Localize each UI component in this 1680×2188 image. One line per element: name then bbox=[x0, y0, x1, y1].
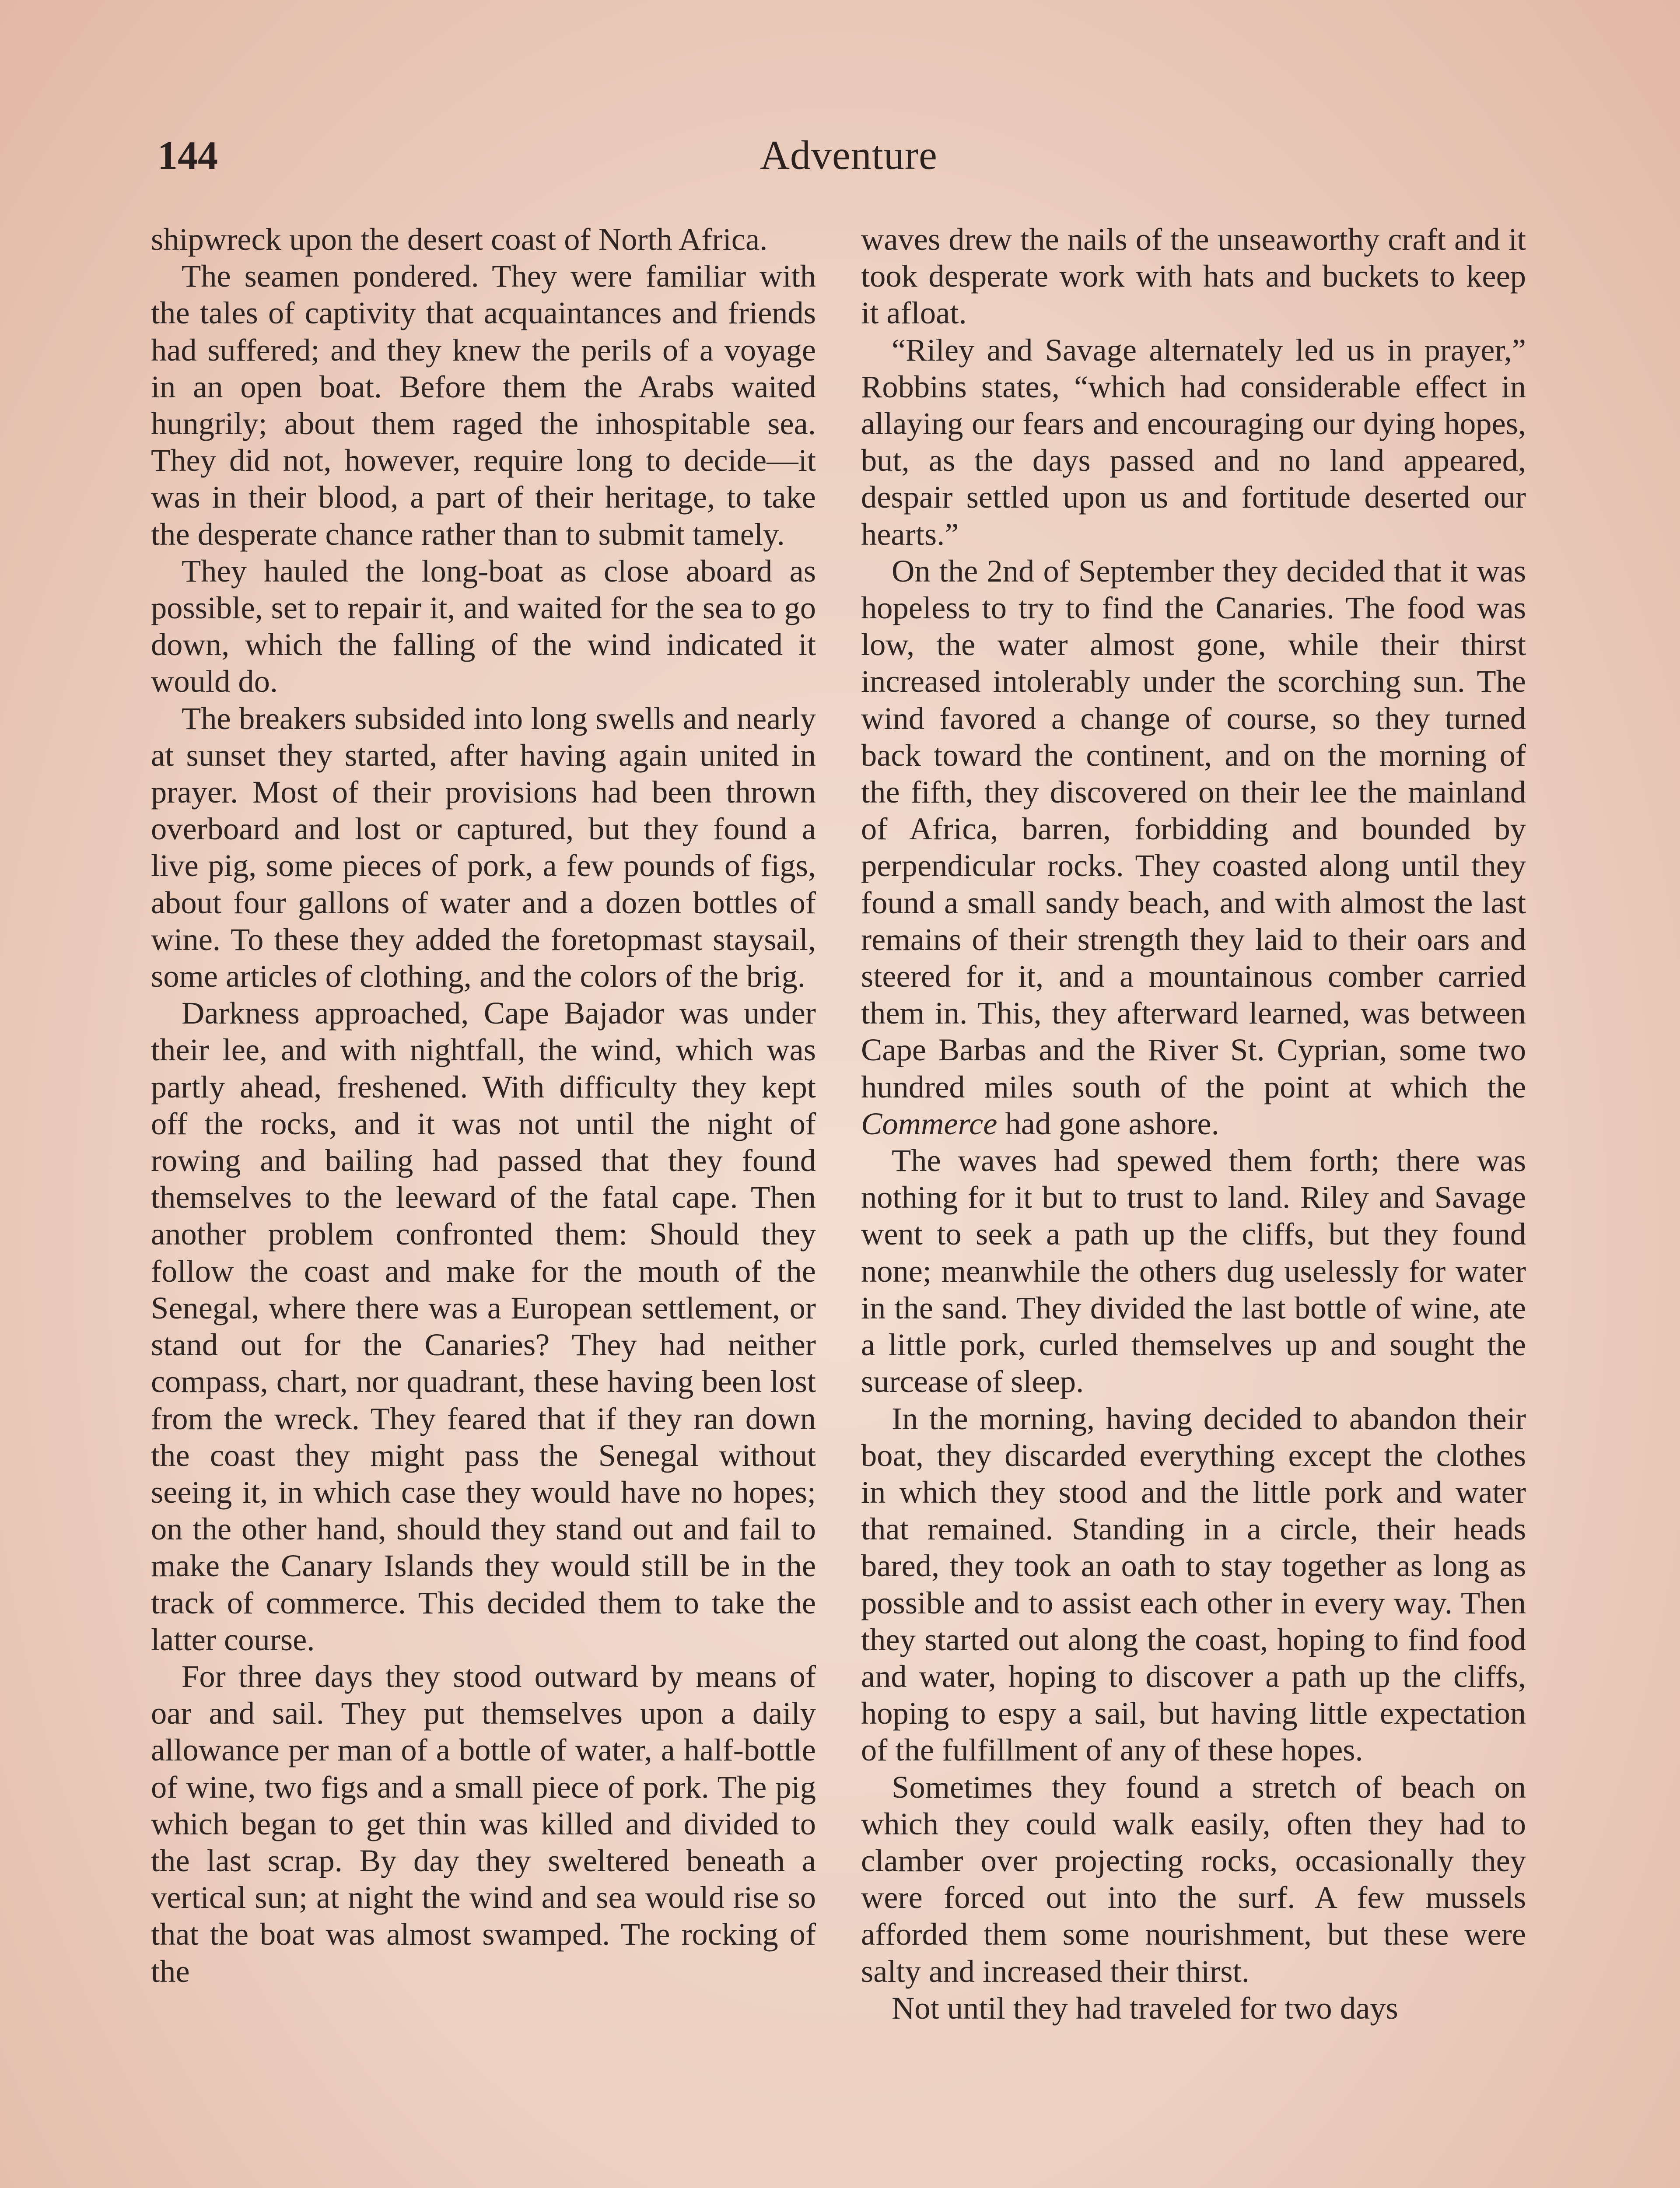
paragraph: Not until they had traveled for two days bbox=[892, 1990, 1398, 2026]
paragraph: They hauled the long-boat as close aboard as possible, set to repair it, and waited for the sea to go down, which the falling of the wind indicated it would do. bbox=[151, 553, 816, 699]
paragraph: Darkness approached, Cape Bajador was under their lee, and with nightfall, the wind, which was partly ahead, freshened. With difficulty they kept off the rocks, and it was not until the night of rowing and bailing had passed that they found themselves to the leeward of the fatal cape. Then another problem confronted them: Should they follow the coast and make for the mouth of the Senegal, where there was a European settlement, or stand out for the Canaries? They had neither compass, chart, nor quadrant, these having been lost from the wreck. They feared that if they ran down the coast they might pass the Senegal without seeing it, in which case they would have no hopes; on the other hand, should they stand out and fail to make the Canary Islands they would still be in the track of commerce. This decided them to take the latter course. bbox=[151, 995, 816, 1657]
paragraph: The breakers subsided into long swells and nearly at sunset they started, after having again united in prayer. Most of their provisions had been thrown overboard and lost or captured, but they found a live pig, some pieces of pork, a few pounds of figs, about four gallons of water and a dozen bottles of wine. To these they added the foretopmast staysail, some articles of clothing, and the colors of the brig. bbox=[151, 700, 816, 994]
paragraph: In the morning, having decided to abandon their boat, they discarded everything except the clothes in which they stood and the little pork and water that remained. Standing in a circle, their heads bared, they took an oath to stay together as long as possible and to assist each other in every way. Then they started out along the coast, hoping to find food and water, hoping to discover a path up the cliffs, hoping to espy a sail, but having little expectation of the fulfillment of any of these hopes. bbox=[861, 1400, 1526, 1768]
right-column bbox=[861, 221, 1526, 2188]
paragraph: waves drew the nails of the unseaworthy craft and it took desperate work with hats and buckets to keep it afloat. bbox=[861, 221, 1526, 331]
paragraph: Sometimes they found a stretch of beach on which they could walk easily, often they had to clamber over projecting rocks, occasionally they were forced out into the surf. A few mussels afforded them some nourishment, but these were salty and increased their thirst. bbox=[861, 1769, 1526, 1989]
paragraph: The waves had spewed them forth; there was nothing for it but to trust to land. Riley and Savage went to seek a path up the cliffs, but they found none; meanwhile the others dug uselessly for water in the sand. They divided the last bottle of wine, ate a little pork, curled themselves up and sought the surcease of sleep. bbox=[861, 1143, 1526, 1399]
ship-name: Commerce bbox=[861, 1105, 998, 1141]
page-number: 144 bbox=[158, 133, 218, 178]
left-column bbox=[151, 221, 816, 2188]
paragraph: On the 2nd of September they decided that it was hopeless to try to find the Canaries. The food was low, the water almost gone, while their thirst increased intolerably under the scorching sun. The wind favored a change of course, so they turned back toward the continent, and on the morning of the fifth, they discovered on their lee the mainland of Africa, barren, forbidding and bounded by perpendicular rocks. They coasted along until they found a small sandy beach, and with almost the last remains of their strength they laid to their oars and steered for it, and a mountainous comber carried them in. This, they afterward learned, was between Cape Barbas and the River St. Cyprian, some two hundred miles south of the point at which the Commerce had gone ashore. bbox=[861, 553, 1526, 1141]
page-header bbox=[158, 127, 1540, 184]
paragraph: shipwreck upon the desert coast of North Africa. bbox=[151, 221, 768, 257]
paragraph: “Riley and Savage alternately led us in prayer,” Robbins states, “which had considerable effect in allaying our fears and encouraging our dying hopes, but, as the days passed and no land appeared, despair settled upon us and fortitude deserted our hearts.” bbox=[861, 332, 1526, 552]
paragraph: The seamen pondered. They were familiar with the tales of captivity that acquaintances and friends had suffered; and they knew the perils of a voyage in an open boat. Before them the Arabs waited hungrily; about them raged the inhospitable sea. They did not, however, require long to decide—it was in their blood, a part of their heritage, to take the desperate chance rather than to submit tamely. bbox=[151, 258, 816, 552]
running-title: Adventure bbox=[760, 133, 938, 178]
paragraph: For three days they stood outward by means of oar and sail. They put themselves upon a daily allowance per man of a bottle of water, a half-bottle of wine, two figs and a small piece of pork. The pig which began to get thin was killed and divided to the last scrap. By day they sweltered beneath a vertical sun; at night the wind and sea would rise so that the boat was almost swamped. The rocking of the bbox=[151, 1658, 816, 1989]
